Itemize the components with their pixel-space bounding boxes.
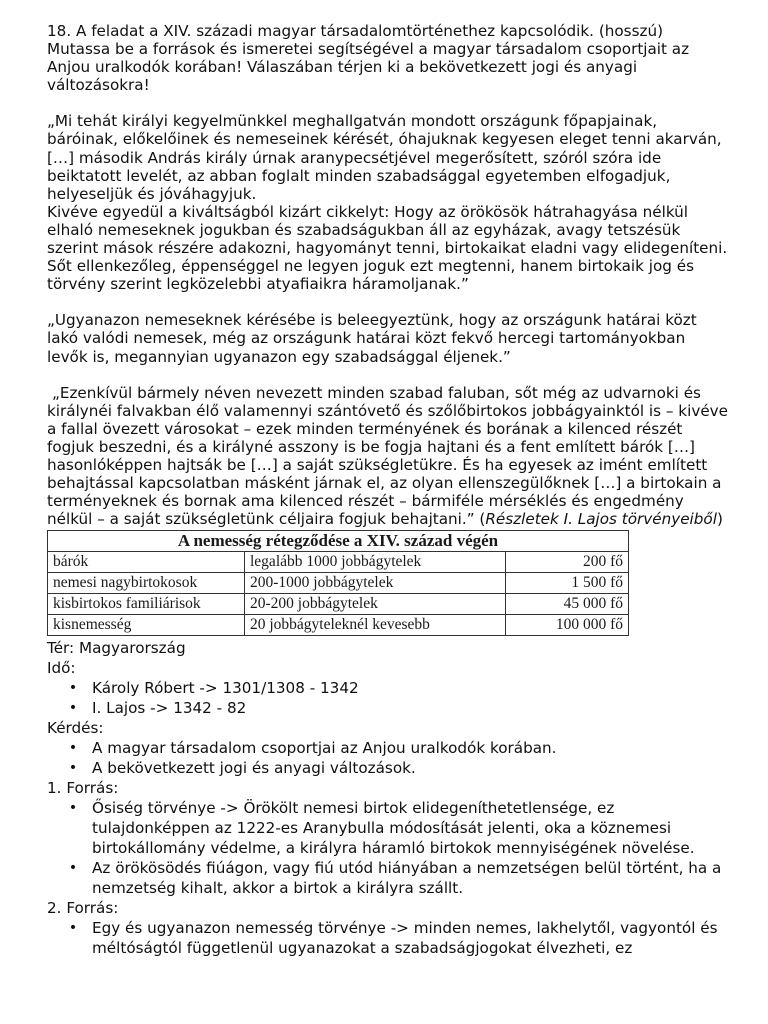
source-1-item: Ősiség törvénye -> Örökölt nemesi birtok elidegeníthetetlensége, ez tulajdonképpen az 1222-es Aranybulla módosítását jelenti, oka a köznemesi birtokállomány védelme, a királyra háramló birtokok mennyiségének növelése. [92,799,695,858]
table-cell-count: 1 500 fő [506,573,629,594]
bullet-icon: • [68,920,78,937]
quote-3: „Ezenkívül bármely néven nevezett minden szabad faluban, sőt még az udvarnoki és királynéi falvakban élő valamennyi szántóvető és szőlőbirtokos jobbágyainktól is – kivéve a fallal övezett városokat – ezek minden terményének és borának a kilenced részét fogjuk beszedni, és a királyné asszony is be fogja hajtani és a fent említett bárók […] hasonlóképpen hajtsák be […] a saját szükségletükre. És ha egyesek az imént említett behajtással kapcsolatban másként járnak el, az olyan ellenszegülőknek […] a birtokain a terményeknek és bornak ama kilenced részét – bármiféle mérséklés és engedmény nélkül – a saját szükségletünk céljaira fogjuk behajtani.” [47,383,728,529]
bullet-icon: • [68,860,78,877]
table-title: A nemesség rétegződése a XIV. század végén [48,531,629,552]
source-2-label: 2. Forrás: [47,899,119,918]
quote-2: „Ugyanazon nemeseknek kérésébe is beleegyeztünk, hogy az országunk határai közt lakó valódi nemesek, még az országunk határai közt fekvő hercegi tartományokban levők is, megannyian ugyanazon egy szabadsággal éljenek.” [47,311,697,366]
question-item: A bekövetkezett jogi és anyagi változások. [92,759,416,778]
time-label: Idő: [47,659,76,678]
list-item [63,678,728,698]
place-line: Tér: Magyarország [47,639,186,658]
quote-3-source-close: ) [716,510,723,529]
table-row [48,552,629,573]
table-cell-count: 100 000 fő [506,615,629,636]
quote-1-part-a: „Mi tehát királyi kegyelmünkkel meghallgatván mondott országunk főpapjainak, báróinak, előkelőinek és nemeseinek kérését, óhajuknak kegyesen eleget tenni akarván, […] második András király úrnak aranypecsétjével megerősített, szóról szóra ide beiktatott levelét, az abban foglalt minden szabadsággal egyetemben elfogadjuk, helyeseljük és jóváhagyjuk. [47,112,722,203]
list-item [63,798,728,858]
question-label: Kérdés: [47,719,104,738]
list-item [63,918,728,958]
table-cell-group: nemesi nagybirtokosok [48,573,245,594]
table-header-row [48,531,629,552]
quote-3-source-open: ( [474,510,486,529]
table-row [48,594,629,615]
table-cell-count: 200 fő [506,552,629,573]
table-cell-group: kisnemesség [48,615,245,636]
list-item [63,698,728,718]
time-item: I. Lajos -> 1342 - 82 [92,699,247,718]
source-2-item: Egy és ugyanazon nemesség törvénye -> minden nemes, lakhelytől, vagyontól és méltóságtól függetlenül ugyanazokat a szabadságjogokat élvezheti, ez [92,919,718,958]
source-1-label: 1. Forrás: [47,779,119,798]
task-intro: 18. A feladat a XIV. századi magyar társadalomtörténethez kapcsolódik. (hosszú) Mutassa be a források és ismeretei segítségével a magyar társadalom csoportjait az Anjou uralkodók korában! Válaszában térjen ki a bekövetkezett jogi és anyagi változásokra! [47,22,690,95]
question-item: A magyar társadalom csoportjai az Anjou uralkodók korában. [92,739,557,758]
table-cell-count: 45 000 fő [506,594,629,615]
table-cell-criterion: 200-1000 jobbágytelek [245,573,506,594]
question-list [47,738,728,778]
table-row [48,573,629,594]
time-list [47,678,728,718]
table-cell-criterion: 20 jobbágyteleknél kevesebb [245,615,506,636]
time-item: Károly Róbert -> 1301/1308 - 1342 [92,679,359,698]
table-cell-group: kisbirtokos familiárisok [48,594,245,615]
table-cell-group: bárók [48,552,245,573]
quote-3-paragraph [47,384,728,529]
table-row [48,615,629,636]
nobility-table-wrapper [47,530,629,636]
source-2-list [47,918,728,958]
quote-1-part-b: Kivéve egyedül a kiváltságból kizárt cikkelyt: Hogy az örökösök hátrahagyása nélkül elhaló nemeseknek jogukban és szabadságukban áll az egyházak, avagy tetszésük szerint mások részére adakozni, hagyományt tenni, birtokaikat eladni vagy elidegeníteni. Sőt ellenkezőleg, éppenséggel ne legyen joguk ezt megtenni, hanem birtokaik jog és törvény szerint legközelebbi atyafiaikra háramoljanak.” [47,202,728,294]
bullet-icon: • [68,700,78,717]
source-1-list [47,798,728,898]
list-item [63,738,728,758]
bullet-icon: • [68,800,78,817]
nobility-table [47,530,629,636]
bullet-icon: • [68,740,78,757]
list-item [63,858,728,898]
quote-3-source: Részletek I. Lajos törvényeiből [485,510,717,529]
source-1-item: Az örökösödés fiúágon, vagy fiú utód hiányában a nemzetségen belül történt, ha a nemzetség kihalt, akkor a birtok a királyra szállt. [92,859,722,898]
table-cell-criterion: legalább 1000 jobbágytelek [245,552,506,573]
bullet-icon: • [68,680,78,697]
table-cell-criterion: 20-200 jobbágytelek [245,594,506,615]
list-item [63,758,728,778]
bullet-icon: • [68,760,78,777]
